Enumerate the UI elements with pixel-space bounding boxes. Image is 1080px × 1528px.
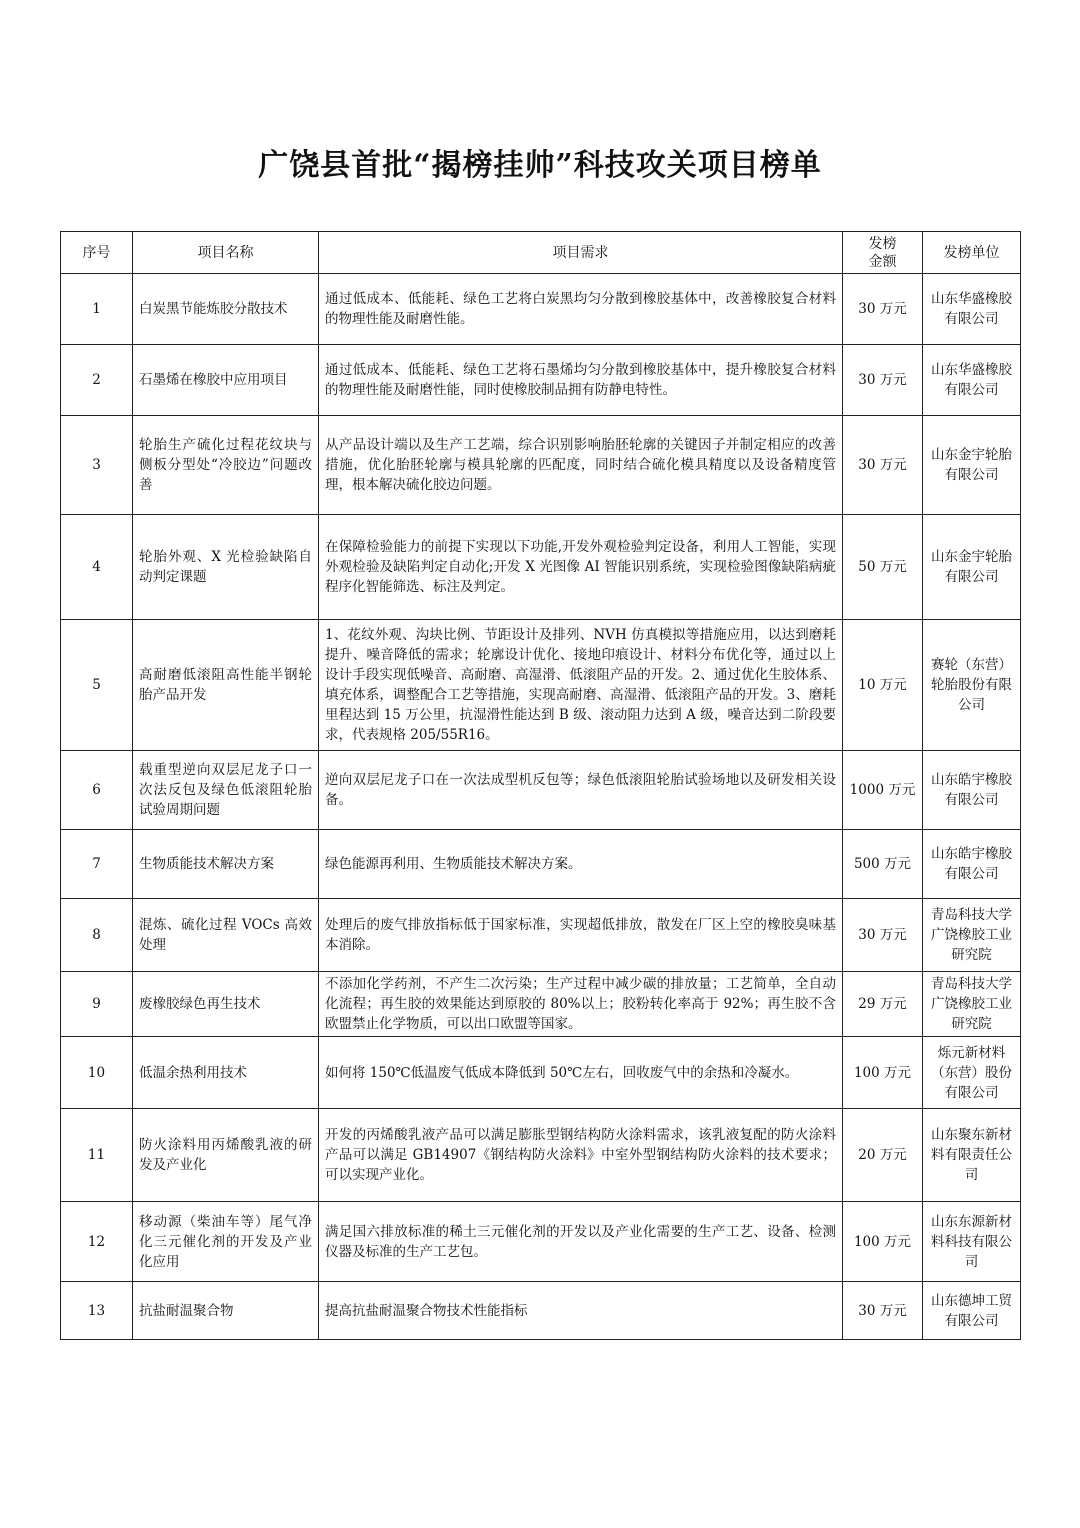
row-amount: 10 万元 xyxy=(843,620,923,751)
row-name: 石墨烯在橡胶中应用项目 xyxy=(133,345,319,416)
row-requirement: 开发的丙烯酸乳液产品可以满足膨胀型钢结构防火涂料需求，该乳液复配的防火涂料产品可以满足 GB14907《钢结构防火涂料》中室外型钢结构防火涂料的技术要求；可以实现产业化。 xyxy=(319,1109,843,1202)
row-name: 防火涂料用丙烯酸乳液的研发及产业化 xyxy=(133,1109,319,1202)
row-amount: 30 万元 xyxy=(843,416,923,515)
row-requirement: 从产品设计端以及生产工艺端，综合识别影响胎胚轮廓的关键因子并制定相应的改善措施，优化胎胚轮廓与模具轮廓的匹配度，同时结合硫化模具精度以及设备精度管理，根本解决硫化胶边问题。 xyxy=(319,416,843,515)
table-row xyxy=(61,1037,1021,1109)
header-amount xyxy=(843,232,923,274)
row-no: 1 xyxy=(61,274,133,345)
row-name: 白炭黑节能炼胶分散技术 xyxy=(133,274,319,345)
header-amount-line2: 金额 xyxy=(868,253,897,270)
row-name: 轮胎外观、X 光检验缺陷自动判定课题 xyxy=(133,515,319,620)
row-name: 高耐磨低滚阻高性能半钢轮胎产品开发 xyxy=(133,620,319,751)
row-requirement: 1、花纹外观、沟块比例、节距设计及排列、NVH 仿真模拟等措施应用，以达到磨耗提升、噪音降低的需求；轮廓设计优化、接地印痕设计、材料分布优化等，通过以上设计手段实现低噪音、高耐磨、高湿滑、低滚阻产品的开发。2、通过优化生胶体系、填充体系，调整配合工艺等措施，实现高耐磨、高湿滑、低滚阻产品的开发。3、磨耗里程达到 15 万公里，抗湿滑性能达到 B 级、滚动阻力达到 A 级，噪音达到二阶段要求，代表规格 205/55R16。 xyxy=(319,620,843,751)
row-name: 混炼、硫化过程 VOCs 高效处理 xyxy=(133,899,319,972)
row-unit: 山东东源新材料科技有限公司 xyxy=(923,1202,1021,1282)
header-unit: 发榜单位 xyxy=(923,232,1021,274)
row-unit: 山东皓宇橡胶有限公司 xyxy=(923,830,1021,899)
row-unit: 赛轮（东营）轮胎股份有限公司 xyxy=(923,620,1021,751)
row-requirement: 在保障检验能力的前提下实现以下功能,开发外观检验判定设备，利用人工智能，实现外观检验及缺陷判定自动化;开发 X 光图像 AI 智能识别系统，实现检验图像缺陷病疵程序化智能筛选、标注及判定。 xyxy=(319,515,843,620)
row-requirement: 处理后的废气排放指标低于国家标准，实现超低排放，散发在厂区上空的橡胶臭味基本消除。 xyxy=(319,899,843,972)
row-amount: 100 万元 xyxy=(843,1037,923,1109)
row-no: 11 xyxy=(61,1109,133,1202)
header-no: 序号 xyxy=(61,232,133,274)
row-amount: 20 万元 xyxy=(843,1109,923,1202)
table-row xyxy=(61,515,1021,620)
row-unit: 山东德坤工贸有限公司 xyxy=(923,1282,1021,1340)
row-no: 8 xyxy=(61,899,133,972)
row-unit: 山东华盛橡胶有限公司 xyxy=(923,274,1021,345)
row-name: 抗盐耐温聚合物 xyxy=(133,1282,319,1340)
row-unit: 青岛科技大学广饶橡胶工业研究院 xyxy=(923,972,1021,1037)
row-name: 废橡胶绿色再生技术 xyxy=(133,972,319,1037)
table-row xyxy=(61,899,1021,972)
row-amount: 30 万元 xyxy=(843,1282,923,1340)
table-header-row xyxy=(61,232,1021,274)
row-no: 7 xyxy=(61,830,133,899)
row-unit: 山东金宇轮胎有限公司 xyxy=(923,515,1021,620)
row-no: 10 xyxy=(61,1037,133,1109)
row-requirement: 通过低成本、低能耗、绿色工艺将白炭黑均匀分散到橡胶基体中，改善橡胶复合材料的物理性能及耐磨性能。 xyxy=(319,274,843,345)
table-row xyxy=(61,345,1021,416)
table-row xyxy=(61,416,1021,515)
row-no: 2 xyxy=(61,345,133,416)
table-row xyxy=(61,830,1021,899)
row-amount: 50 万元 xyxy=(843,515,923,620)
row-no: 4 xyxy=(61,515,133,620)
row-no: 6 xyxy=(61,751,133,830)
row-no: 5 xyxy=(61,620,133,751)
row-amount: 100 万元 xyxy=(843,1202,923,1282)
row-name: 轮胎生产硫化过程花纹块与侧板分型处“冷胶边”问题改善 xyxy=(133,416,319,515)
row-requirement: 不添加化学药剂，不产生二次污染；生产过程中减少碳的排放量；工艺简单，全自动化流程；再生胶的效果能达到原胶的 80%以上；胶粉转化率高于 92%；再生胶不含欧盟禁止化学物质，可以出口欧盟等国家。 xyxy=(319,972,843,1037)
header-name: 项目名称 xyxy=(133,232,319,274)
row-requirement: 提高抗盐耐温聚合物技术性能指标 xyxy=(319,1282,843,1340)
row-amount: 30 万元 xyxy=(843,899,923,972)
row-requirement: 逆向双层尼龙子口在一次法成型机反包等；绿色低滚阻轮胎试验场地以及研发相关设备。 xyxy=(319,751,843,830)
row-unit: 青岛科技大学广饶橡胶工业研究院 xyxy=(923,899,1021,972)
row-requirement: 绿色能源再利用、生物质能技术解决方案。 xyxy=(319,830,843,899)
row-unit: 山东聚东新材料有限责任公司 xyxy=(923,1109,1021,1202)
header-requirement: 项目需求 xyxy=(319,232,843,274)
row-amount: 30 万元 xyxy=(843,345,923,416)
table-row xyxy=(61,274,1021,345)
document-title: 广饶县首批“揭榜挂帅”科技攻关项目榜单 xyxy=(258,148,822,183)
row-no: 12 xyxy=(61,1202,133,1282)
row-requirement: 满足国六排放标准的稀土三元催化剂的开发以及产业化需要的生产工艺、设备、检测仪器及标准的生产工艺包。 xyxy=(319,1202,843,1282)
project-list-table xyxy=(60,231,1021,1340)
row-name: 生物质能技术解决方案 xyxy=(133,830,319,899)
row-no: 3 xyxy=(61,416,133,515)
row-requirement: 通过低成本、低能耗、绿色工艺将石墨烯均匀分散到橡胶基体中，提升橡胶复合材料的物理性能及耐磨性能，同时使橡胶制品拥有防静电特性。 xyxy=(319,345,843,416)
row-unit: 山东华盛橡胶有限公司 xyxy=(923,345,1021,416)
row-name: 载重型逆向双层尼龙子口一次法反包及绿色低滚阻轮胎试验周期问题 xyxy=(133,751,319,830)
row-unit: 烁元新材料（东营）股份有限公司 xyxy=(923,1037,1021,1109)
table-row xyxy=(61,1202,1021,1282)
row-amount: 500 万元 xyxy=(843,830,923,899)
row-unit: 山东皓宇橡胶有限公司 xyxy=(923,751,1021,830)
row-no: 13 xyxy=(61,1282,133,1340)
row-requirement: 如何将 150℃低温废气低成本降低到 50℃左右，回收废气中的余热和冷凝水。 xyxy=(319,1037,843,1109)
row-amount: 1000 万元 xyxy=(843,751,923,830)
table-row xyxy=(61,1109,1021,1202)
row-name: 移动源（柴油车等）尾气净化三元催化剂的开发及产业化应用 xyxy=(133,1202,319,1282)
row-amount: 30 万元 xyxy=(843,274,923,345)
table-row xyxy=(61,1282,1021,1340)
row-unit: 山东金宇轮胎有限公司 xyxy=(923,416,1021,515)
table-row xyxy=(61,751,1021,830)
table-row xyxy=(61,620,1021,751)
row-no: 9 xyxy=(61,972,133,1037)
row-amount: 29 万元 xyxy=(843,972,923,1037)
row-name: 低温余热利用技术 xyxy=(133,1037,319,1109)
table-row xyxy=(61,972,1021,1037)
header-amount-line1: 发榜 xyxy=(868,235,897,252)
